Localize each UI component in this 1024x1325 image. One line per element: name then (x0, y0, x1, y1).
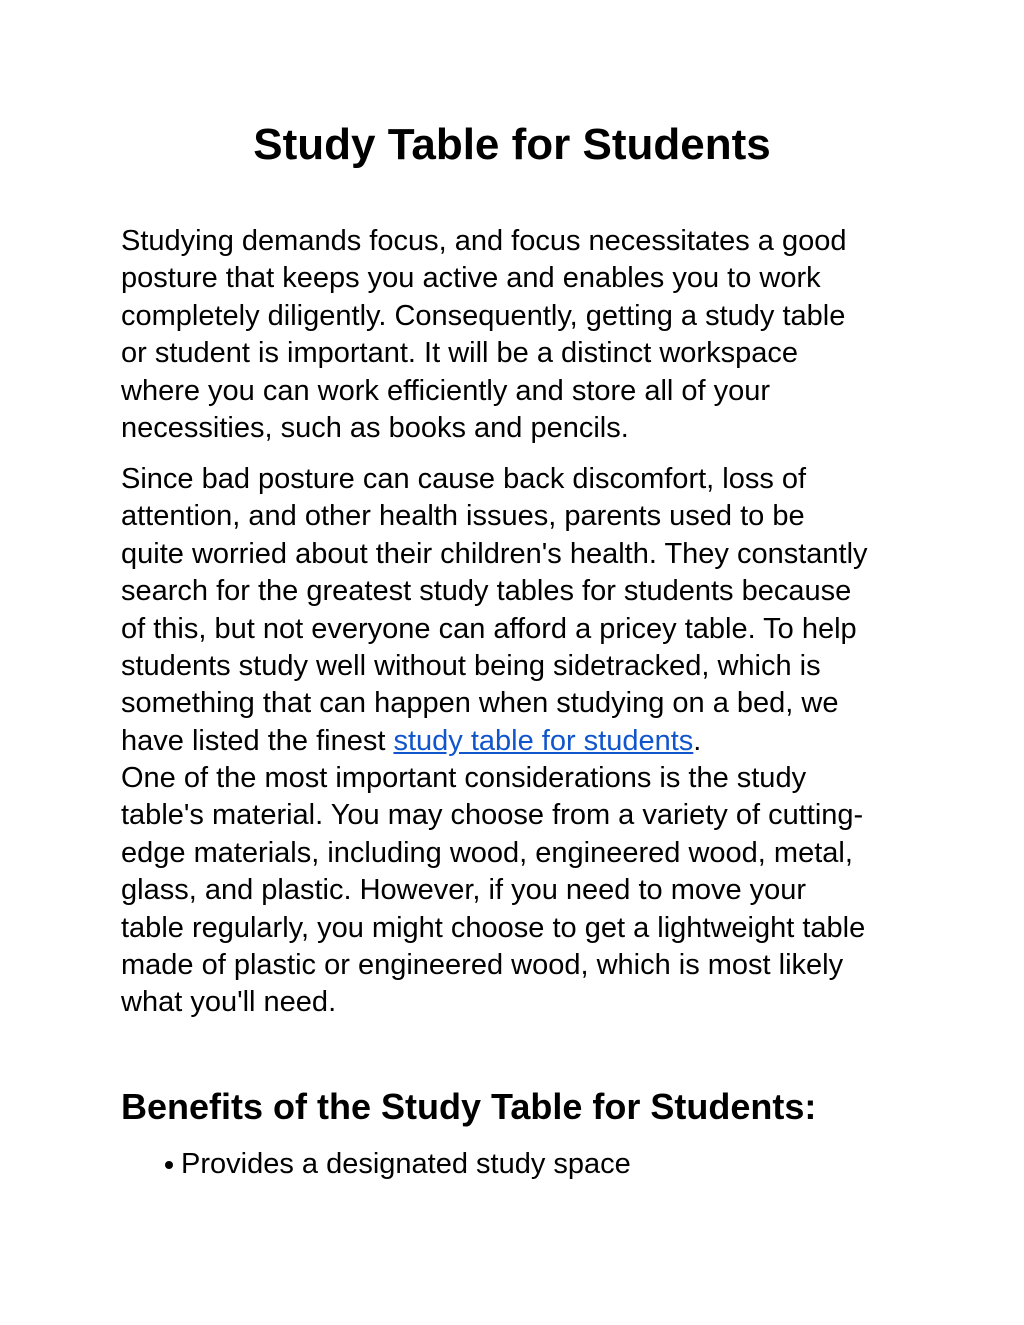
benefits-list (121, 1146, 631, 1183)
text-line: quite worried about their children's health. They constantly (121, 537, 868, 570)
text-line: edge materials, including wood, engineered wood, metal, (121, 836, 853, 869)
text-line: Studying demands focus, and focus necessitates a good (121, 225, 847, 257)
text-segment: have listed the finest (121, 724, 394, 757)
text-line: table's material. You may choose from a variety of cutting- (121, 799, 864, 832)
text-line: search for the greatest study tables for students because (121, 575, 852, 608)
text-line: what you'll need. (121, 986, 337, 1019)
study-table-link[interactable]: study table for students (393, 724, 694, 757)
text-line: necessities, such as books and pencils. (121, 412, 629, 445)
text-line: attention, and other health issues, parents used to be (121, 500, 805, 533)
text-line: something that can happen when studying on a bed, we (121, 687, 839, 720)
page-title: Study Table for Students (253, 120, 771, 169)
bullet-icon (165, 1161, 173, 1169)
text-line: Since bad posture can cause back discomfort, loss of (121, 463, 807, 495)
text-line: completely diligently. Consequently, getting a study table (121, 299, 846, 332)
benefits-heading: Benefits of the Study Table for Students: (121, 1086, 817, 1127)
paragraph-posture (121, 461, 868, 760)
text-line (121, 723, 868, 760)
text-line: made of plastic or engineered wood, which is most likely (121, 949, 844, 982)
text-line: One of the most important considerations is the study (121, 762, 807, 794)
text-line: students study well without being sidetracked, which is (121, 650, 821, 683)
paragraph-intro (121, 223, 846, 447)
text-line: where you can work efficiently and store all of your (121, 374, 771, 407)
text-line: table regularly, you might choose to get a lightweight table (121, 911, 866, 944)
text-line: or student is important. It will be a distinct workspace (121, 337, 798, 370)
list-item (121, 1146, 631, 1183)
text-line: glass, and plastic. However, if you need to move your (121, 874, 807, 907)
paragraph-material (121, 760, 865, 1022)
list-item-text: Provides a designated study space (181, 1148, 631, 1180)
text-segment: . (693, 724, 702, 757)
text-line: of this, but not everyone can afford a pricey table. To help (121, 612, 857, 645)
text-line: posture that keeps you active and enables you to work (121, 262, 821, 295)
